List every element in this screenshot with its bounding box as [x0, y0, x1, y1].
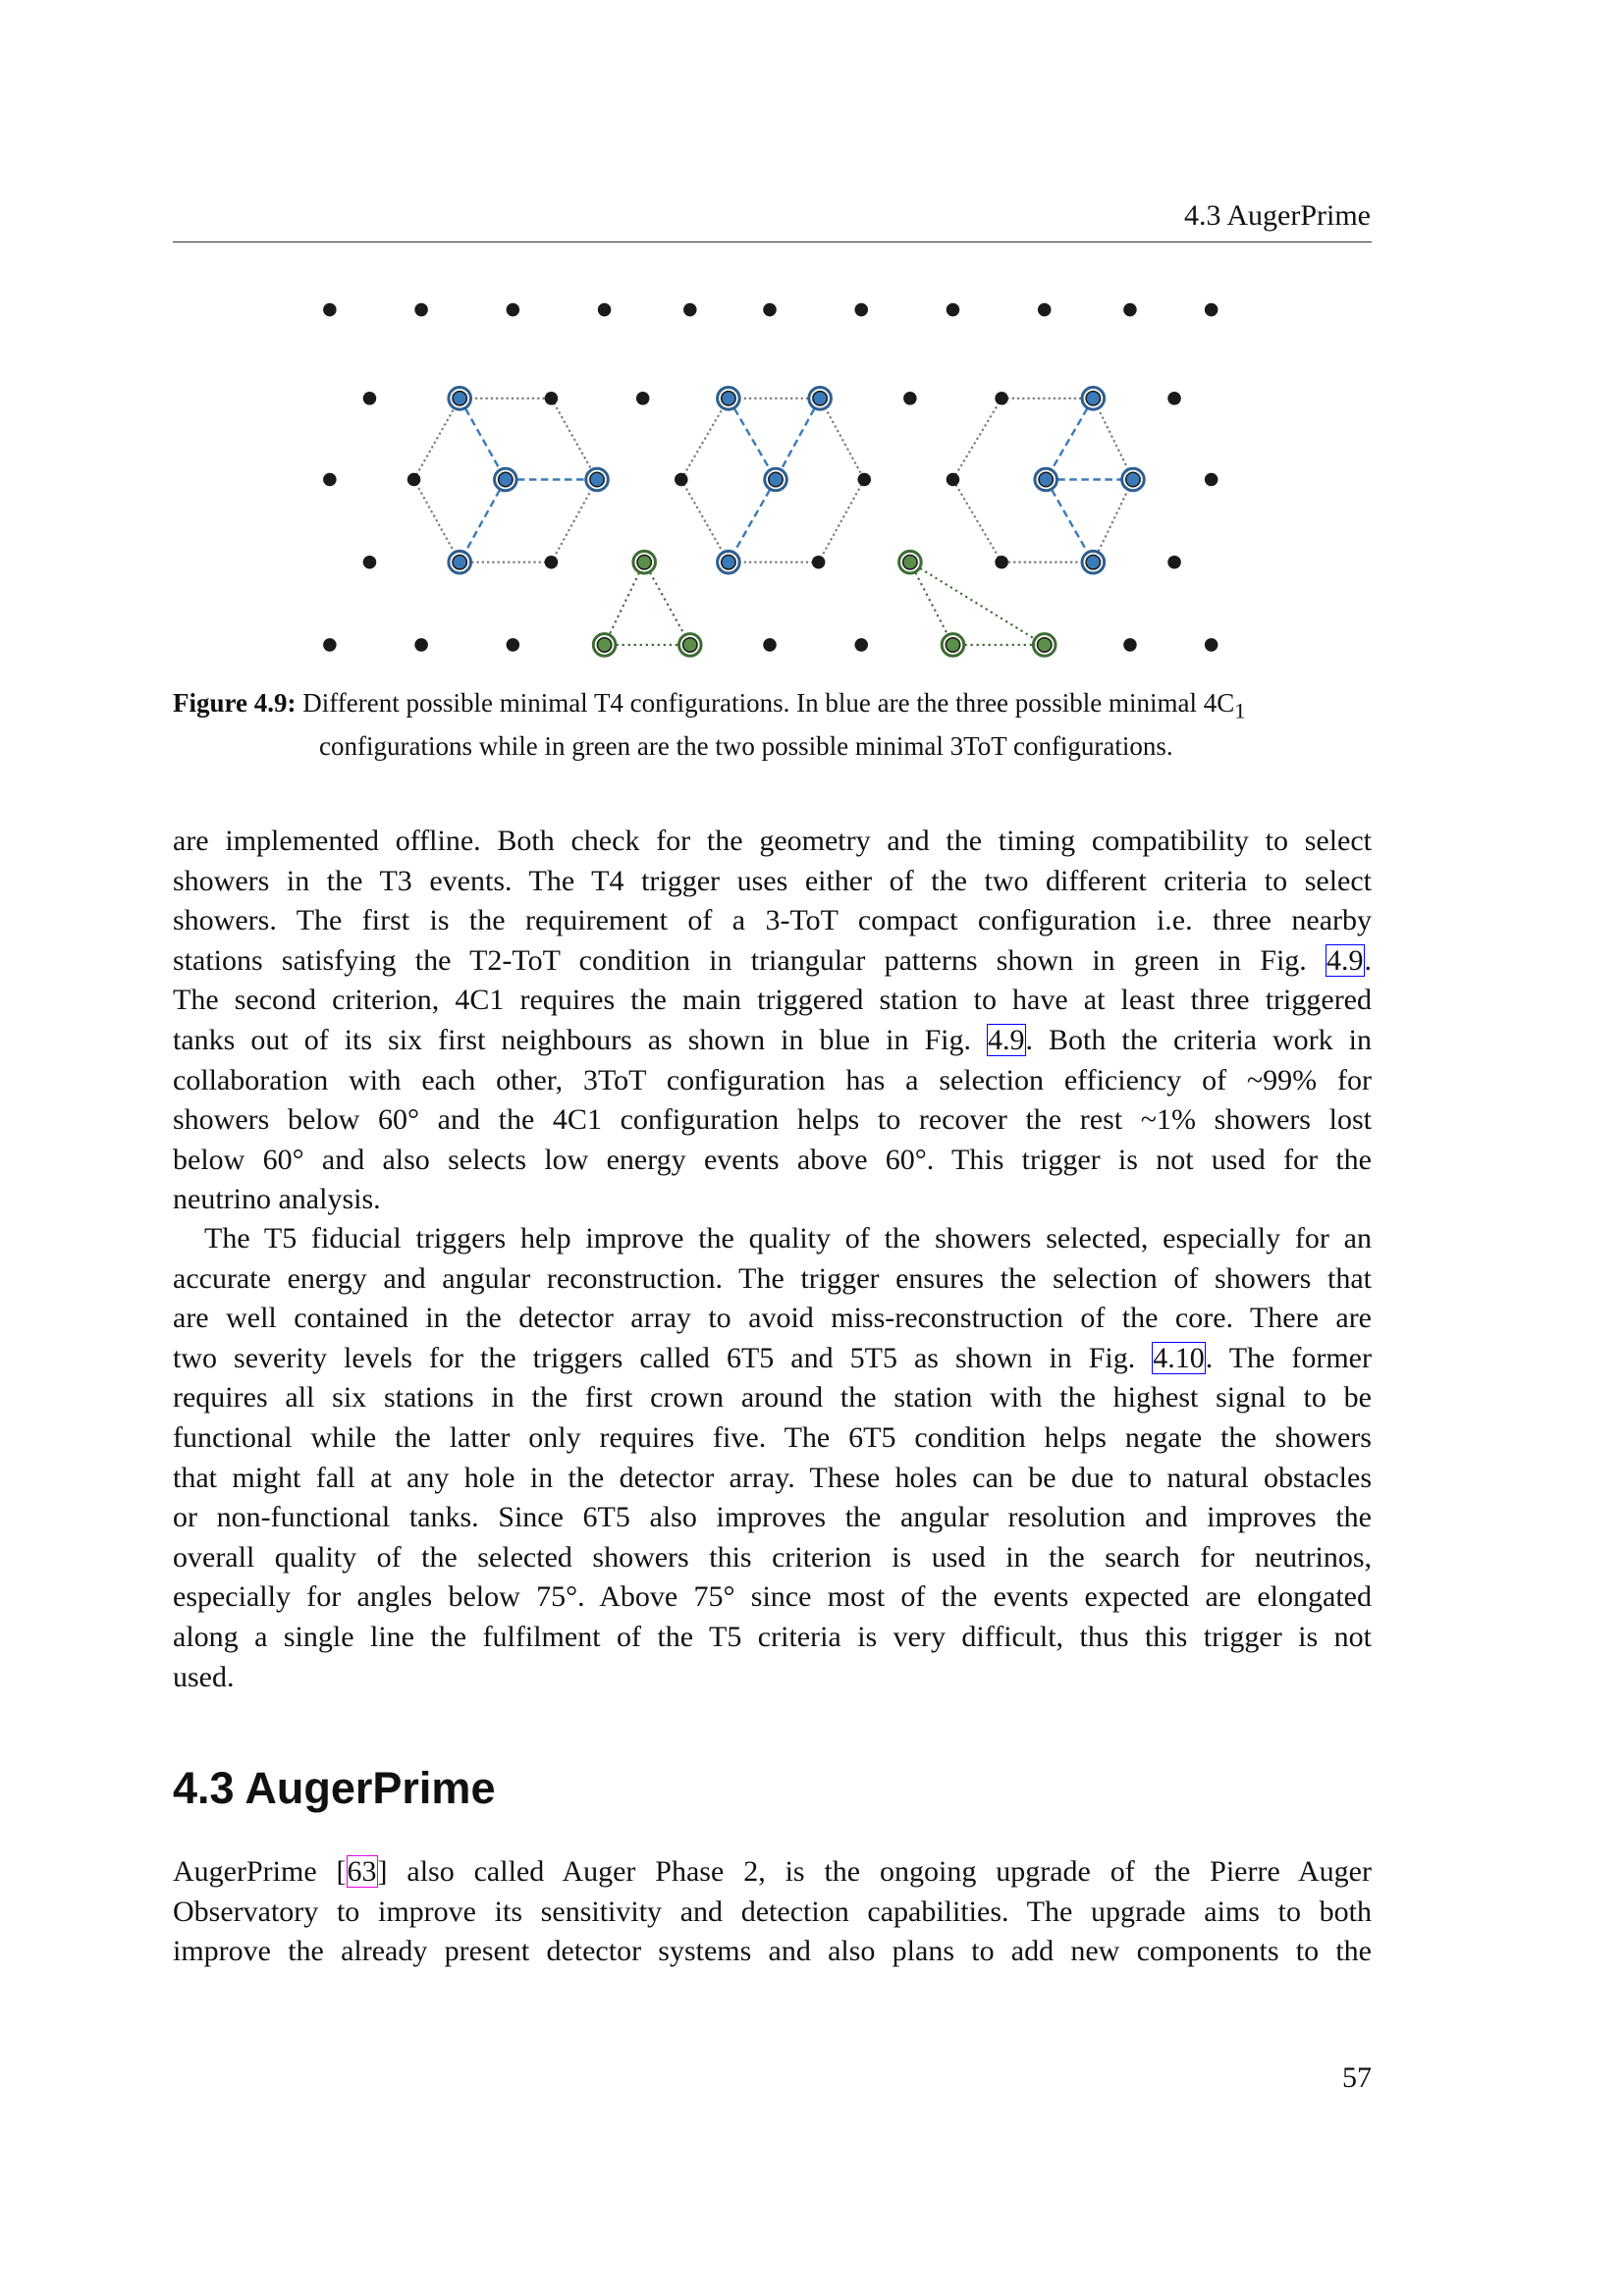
- station-core: [813, 392, 827, 405]
- station-dot: [414, 638, 428, 652]
- text-span: two severity levels for the triggers called 6T5 and 5T5 as shown in Fig.: [173, 1341, 1153, 1374]
- text-span: Observatory to improve its sensitivity and detection capabilities. The upgrade aims to both: [173, 1895, 1372, 1928]
- text-span: especially for angles below 75°. Above 75° since most of the events expected are elongated: [173, 1580, 1372, 1614]
- text-line: [173, 1141, 1372, 1181]
- text-span: accurate energy and angular reconstruction. The trigger ensures the selection of showers that: [173, 1261, 1372, 1295]
- 4c1-link: [729, 399, 776, 480]
- station-dot: [1167, 392, 1181, 405]
- paragraph-t5: [173, 1219, 1372, 1697]
- text-span: requires all six stations in the first crown around the station with the highest signal to be: [173, 1381, 1372, 1415]
- text-span: neutrino analysis.: [173, 1183, 381, 1216]
- text-span: functional while the latter only requires five. The 6T5 condition helps negate the showers: [173, 1420, 1372, 1454]
- station-core: [946, 638, 959, 652]
- text-line: [173, 1100, 1372, 1141]
- station-dot: [636, 392, 650, 405]
- station-dot: [414, 303, 428, 317]
- text-line: [173, 1299, 1372, 1339]
- neighbour-link: [1093, 399, 1133, 480]
- 3tot-link: [910, 562, 1045, 645]
- paragraph-augerprime: [173, 1852, 1372, 1972]
- station-dot: [947, 303, 960, 317]
- station-dot: [363, 556, 377, 569]
- text-line: [173, 1259, 1372, 1300]
- text-span: . The former: [1205, 1341, 1372, 1374]
- text-span: AugerPrime [: [173, 1855, 347, 1888]
- neighbour-link: [681, 399, 729, 480]
- station-dot: [1205, 303, 1218, 317]
- station-core: [903, 555, 917, 568]
- text-line: [173, 862, 1372, 902]
- text-span: . Both the criteria work in: [1025, 1023, 1372, 1056]
- station-dot: [323, 638, 337, 652]
- station-dot: [1038, 303, 1052, 317]
- text-span: tanks out of its six first neighbours as shown in blue in Fig.: [173, 1023, 987, 1056]
- 4c1-link: [1046, 399, 1093, 480]
- 3tot-link: [644, 562, 690, 645]
- caption-subscript: 1: [1234, 698, 1246, 723]
- station-dot: [507, 638, 520, 652]
- text-span: used.: [173, 1660, 235, 1693]
- text-line: [173, 1498, 1372, 1538]
- station-dot: [507, 303, 520, 317]
- station-core: [1126, 472, 1140, 486]
- citation-link[interactable]: 63: [347, 1855, 377, 1888]
- station-dot: [1205, 473, 1218, 487]
- 4c1-link: [460, 480, 506, 562]
- station-dot: [995, 556, 1008, 569]
- text-span: The second criterion, 4C1 requires the main triggered station to have at least three triggered: [173, 984, 1372, 1017]
- figure-ref-link[interactable]: 4.9: [1326, 943, 1364, 977]
- text-line: [173, 1459, 1372, 1499]
- figure-label: Figure 4.9:: [173, 688, 297, 718]
- 4c1-link: [460, 399, 506, 480]
- text-span: collaboration with each other, 3ToT configuration has a selection efficiency of ~99% for: [173, 1063, 1372, 1096]
- text-span: stations satisfying the T2-ToT condition in triangular patterns shown in green in Fig.: [173, 943, 1326, 977]
- station-dot: [1123, 303, 1137, 317]
- neighbour-link: [952, 480, 1001, 562]
- neighbour-link: [1093, 480, 1133, 562]
- neighbour-link: [551, 399, 597, 480]
- page-number: 57: [1342, 2061, 1372, 2094]
- station-dot: [598, 303, 612, 317]
- 3tot-link: [605, 562, 645, 645]
- running-header: 4.3 AugerPrime: [1184, 199, 1371, 232]
- text-line: [173, 1538, 1372, 1578]
- text-span: improve the already present detector systems and also plans to add new components to the: [173, 1935, 1372, 1968]
- station-dot: [854, 638, 868, 652]
- t4-configurations-figure: [296, 288, 1241, 671]
- station-core: [1038, 638, 1052, 652]
- station-dot: [545, 556, 559, 569]
- text-span: showers in the T3 events. The T4 trigger uses either of the two different criteria to select: [173, 864, 1372, 897]
- figure-ref-link[interactable]: 4.10: [1153, 1341, 1205, 1374]
- station-core: [1086, 392, 1100, 405]
- station-core: [1039, 472, 1053, 486]
- station-dot: [323, 473, 337, 487]
- text-span: or non-functional tanks. Since 6T5 also improves the angular resolution and improves the: [173, 1501, 1372, 1534]
- station-core: [637, 555, 651, 568]
- station-core: [453, 555, 466, 568]
- station-core: [499, 472, 513, 486]
- station-dot: [1123, 638, 1137, 652]
- caption-text-1: Different possible minimal T4 configurations. In blue are the three possible minimal 4C: [302, 688, 1235, 718]
- 4c1-link: [1046, 480, 1093, 562]
- text-line: [173, 1852, 1372, 1893]
- station-core: [590, 472, 604, 486]
- paragraph-t4: [173, 822, 1372, 1220]
- text-span: .: [1364, 943, 1372, 977]
- text-span: are well contained in the detector array to avoid miss-reconstruction of the core. There are: [173, 1302, 1372, 1335]
- text-line: [173, 1618, 1372, 1658]
- 4c1-link: [776, 399, 820, 480]
- station-dot: [763, 638, 777, 652]
- text-line: [173, 1893, 1372, 1933]
- station-dot: [995, 392, 1008, 405]
- station-dot: [947, 473, 960, 487]
- text-line: [173, 1378, 1372, 1418]
- station-dot: [854, 303, 868, 317]
- station-core: [597, 638, 611, 652]
- text-line: [173, 1180, 1372, 1220]
- text-span: are implemented offline. Both check for the geometry and the timing compatibility to select: [173, 825, 1372, 857]
- text-span: below 60° and also selects low energy events above 60°. This trigger is not used for the: [173, 1143, 1372, 1176]
- station-dot: [763, 303, 777, 317]
- section-heading: 4.3 AugerPrime: [173, 1763, 496, 1813]
- neighbour-link: [819, 480, 865, 562]
- text-span: overall quality of the selected showers this criterion is used in the search for neutrinos,: [173, 1540, 1372, 1574]
- neighbour-link: [820, 399, 864, 480]
- text-line: [173, 1061, 1372, 1101]
- text-line: [173, 1219, 1372, 1259]
- caption-text-2: configurations while in green are the two possible minimal 3ToT configurations.: [319, 731, 1173, 762]
- station-dot: [683, 303, 697, 317]
- station-dot: [1205, 638, 1218, 652]
- neighbour-link: [414, 480, 460, 562]
- station-dot: [857, 473, 871, 487]
- station-dot: [323, 303, 337, 317]
- neighbour-link: [681, 480, 729, 562]
- text-line: [173, 1658, 1372, 1698]
- station-dot: [675, 473, 688, 487]
- figure-ref-link[interactable]: 4.9: [988, 1023, 1025, 1056]
- text-line: [173, 1418, 1372, 1459]
- station-dot: [545, 392, 559, 405]
- text-span: that might fall at any hole in the detector array. These holes can be due to natural obstacles: [173, 1461, 1372, 1494]
- station-core: [769, 472, 783, 486]
- neighbour-link: [952, 399, 1001, 480]
- header-rule: [173, 241, 1372, 242]
- station-dot: [1167, 556, 1181, 569]
- station-core: [722, 555, 735, 568]
- text-span: showers below 60° and the 4C1 configuration helps to recover the rest ~1% showers lost: [173, 1103, 1372, 1137]
- text-line: [173, 981, 1372, 1021]
- neighbour-link: [414, 399, 460, 480]
- text-line: [173, 941, 1372, 982]
- text-span: along a single line the fulfilment of the T5 criteria is very difficult, thus this trigger is not: [173, 1620, 1372, 1653]
- text-line: [173, 822, 1372, 862]
- figure-caption: [173, 685, 1372, 765]
- text-line: [173, 1339, 1372, 1379]
- station-dot: [363, 392, 377, 405]
- text-span: The T5 fiducial triggers help improve the quality of the showers selected, especially for an: [204, 1222, 1372, 1255]
- station-dot: [407, 473, 421, 487]
- station-core: [683, 638, 697, 652]
- station-core: [453, 392, 466, 405]
- text-line: [173, 1932, 1372, 1972]
- text-span: ] also called Auger Phase 2, is the ongoing upgrade of the Pierre Auger: [377, 1855, 1372, 1888]
- 4c1-link: [729, 480, 776, 562]
- station-dot: [812, 556, 826, 569]
- text-span: showers. The first is the requirement of a 3-ToT compact configuration i.e. three nearby: [173, 904, 1372, 937]
- station-core: [722, 392, 735, 405]
- text-line: [173, 901, 1372, 941]
- neighbour-link: [551, 480, 597, 562]
- station-core: [1086, 555, 1100, 568]
- text-line: [173, 1577, 1372, 1618]
- text-line: [173, 1021, 1372, 1061]
- station-dot: [903, 392, 917, 405]
